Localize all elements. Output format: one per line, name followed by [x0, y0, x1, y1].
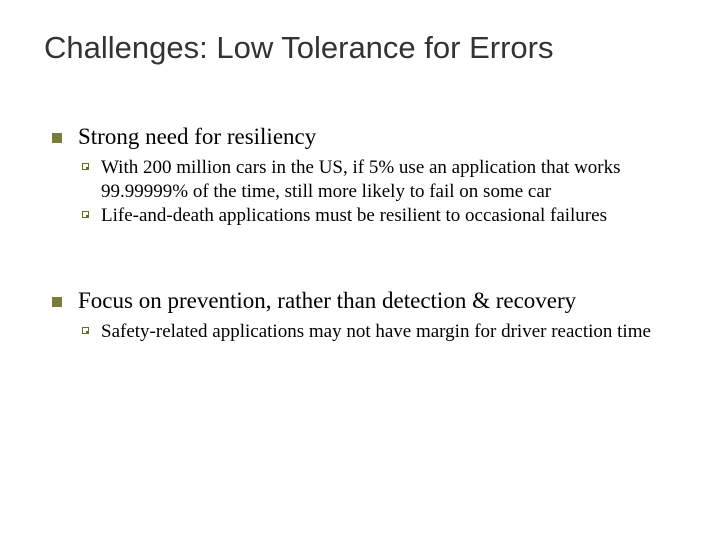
bullet-text: Focus on prevention, rather than detection & recovery [78, 288, 577, 313]
bullet-item [48, 124, 688, 228]
sub-bullet-text: With 200 million cars in the US, if 5% use an application that works 99.99999% of the time, still more likely to fail on some car [101, 157, 621, 202]
sub-bullet-item [48, 320, 688, 344]
square-bullet-icon [52, 133, 62, 143]
sub-bullet-list [48, 156, 688, 228]
sub-bullet-text: Safety-related applications may not have margin for driver reaction time [101, 321, 651, 342]
hollow-square-bullet-icon [82, 211, 89, 218]
hollow-square-bullet-icon [82, 327, 89, 334]
bullet-text: Strong need for resiliency [78, 124, 317, 149]
square-bullet-icon [52, 297, 62, 307]
bullet-row [48, 288, 688, 314]
sub-bullet-text: Life-and-death applications must be resilient to occasional failures [101, 205, 607, 226]
hollow-square-bullet-icon [82, 163, 89, 170]
sub-bullet-item [48, 156, 688, 204]
bullet-row [48, 124, 688, 150]
sub-bullet-list [48, 320, 688, 344]
sub-bullet-item [48, 204, 688, 228]
bullet-item [48, 288, 688, 344]
slide-title: Challenges: Low Tolerance for Errors [44, 30, 554, 65]
